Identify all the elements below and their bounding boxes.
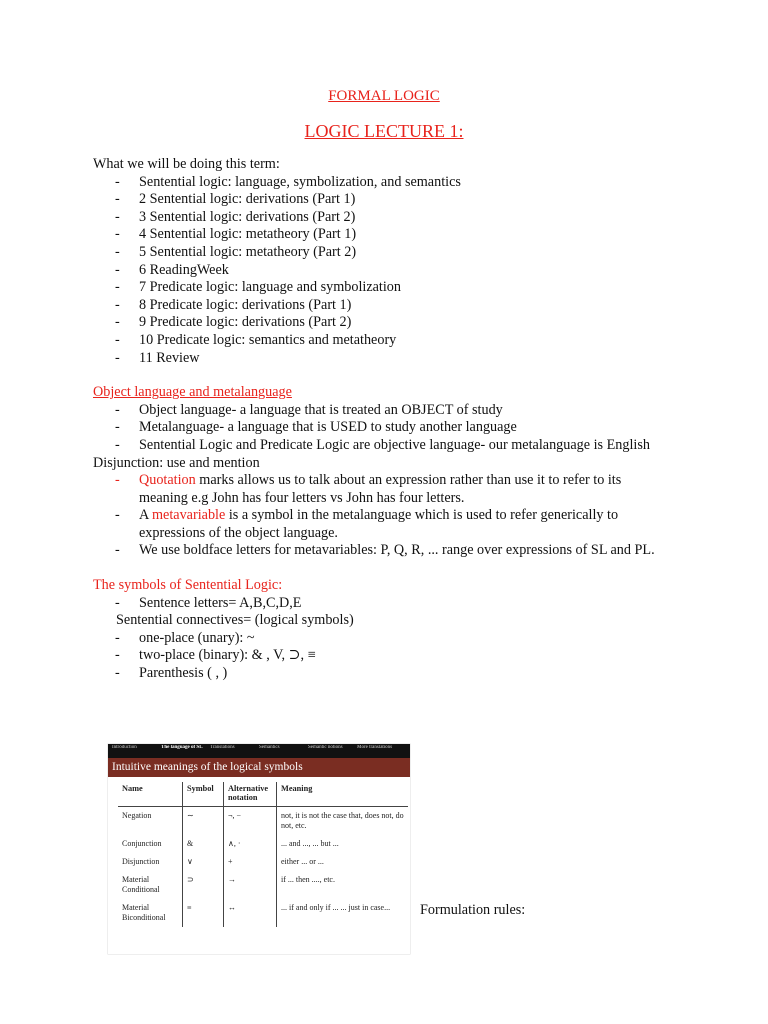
- list-item: - 11 Review: [115, 349, 200, 366]
- column-header: Name: [118, 782, 183, 807]
- metavariable-word: metavariable: [152, 507, 226, 524]
- list-item: - Quotation marks allows us to talk about an expression rather than use it to refer to its meaning e.g John has four letters vs John has four letters.: [115, 472, 622, 506]
- table-row: Disjunction ∨ + either ... or ...: [118, 853, 408, 871]
- table-row: Material Biconditional ≡ ↔ ... if and only if ... ... just in case...: [118, 899, 408, 927]
- symbols-table: [118, 782, 408, 927]
- table-row: Conjunction & ∧, · ... and ..., ... but ...: [118, 835, 408, 853]
- list-item: - two-place (binary): & , V, ⊃, ≡: [115, 647, 316, 664]
- disjunction-heading: Disjunction: use and mention: [93, 454, 260, 471]
- list-item: - 10 Predicate logic: semantics and metatheory: [115, 331, 397, 348]
- intro-text: What we will be doing this term:: [93, 156, 280, 172]
- formulation-rules-heading: Formulation rules:: [420, 902, 526, 918]
- slide-title: Intuitive meanings of the logical symbols: [108, 758, 410, 777]
- list-item: - Sentential Logic and Predicate Logic are objective language- our metalanguage is English: [115, 436, 650, 453]
- list-item: - 2 Sentential logic: derivations (Part 1): [115, 191, 356, 208]
- list-item: - 6 ReadingWeek: [115, 261, 229, 278]
- logical-symbols-slide: [108, 744, 410, 954]
- column-header: Symbol: [183, 782, 224, 807]
- list-item: - Metalanguage- a language that is USED to study another language: [115, 419, 517, 436]
- list-item: - 8 Predicate logic: derivations (Part 1): [115, 296, 352, 313]
- lecture-title: LOGIC LECTURE 1:: [304, 121, 464, 141]
- list-item: - We use boldface letters for metavariables: P, Q, R, ... range over expressions of SL and PL.: [115, 542, 655, 559]
- list-item: - A metavariable is a symbol in the metalanguage which is used to refer generically to expressions of the object language.: [115, 507, 619, 541]
- slide-nav: Introduction The language of SL Translations Semantics Semantic notions More translations: [108, 744, 410, 758]
- column-header: Alternative notation: [224, 782, 277, 807]
- list-item: - 3 Sentential logic: derivations (Part 2): [115, 208, 356, 225]
- document-body: [93, 156, 673, 683]
- connectives-line: Sentential connectives= (logical symbols): [116, 612, 354, 629]
- quotation-word: Quotation: [139, 472, 196, 489]
- column-header: Meaning: [277, 782, 409, 807]
- list-item: - 4 Sentential logic: metatheory (Part 1): [115, 226, 357, 243]
- list-item: - one-place (unary): ~: [115, 629, 255, 646]
- list-item: - Parenthesis ( , ): [115, 665, 228, 682]
- list-item: - Object language- a language that is treated an OBJECT of study: [115, 401, 503, 418]
- list-item: - Sentential logic: language, symbolization, and semantics: [115, 173, 461, 190]
- list-item: - 7 Predicate logic: language and symbolization: [115, 279, 401, 296]
- list-item: - Sentence letters= A,B,C,D,E: [115, 594, 302, 611]
- table-row: Material Conditional ⊃ → if ... then ...., etc.: [118, 871, 408, 899]
- course-title: FORMAL LOGIC: [328, 88, 440, 104]
- table-row: Negation ∼ ¬, − not, it is not the case that, does not, do not, etc.: [118, 807, 408, 836]
- object-language-heading: Object language and metalanguage: [93, 384, 292, 401]
- symbols-heading: The symbols of Sentential Logic:: [93, 577, 283, 594]
- list-item: - 5 Sentential logic: metatheory (Part 2): [115, 243, 357, 260]
- schedule-list: [93, 174, 673, 368]
- list-item: - 9 Predicate logic: derivations (Part 2): [115, 314, 352, 331]
